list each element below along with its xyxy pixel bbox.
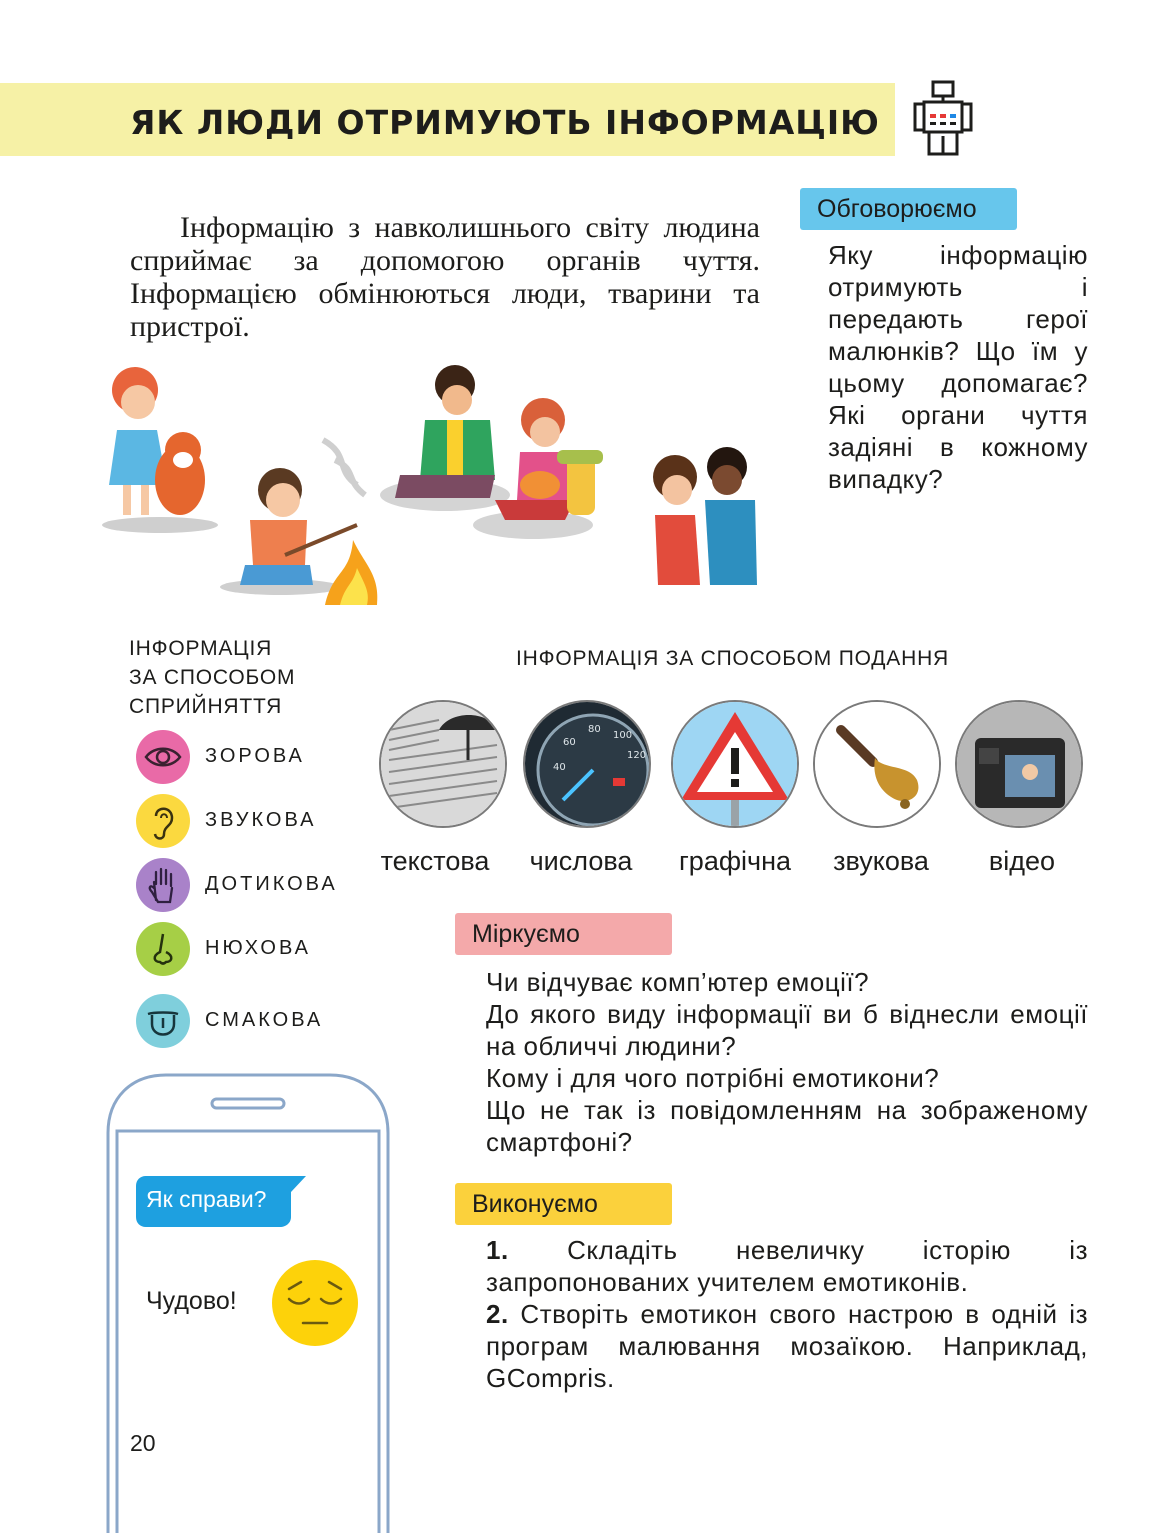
task-2 <box>486 1298 1088 1394</box>
sense-label: ЗОРОВА <box>205 745 305 767</box>
think-text <box>486 966 1088 1158</box>
perception-heading: ІНФОРМАЦІЯ ЗА СПОСОБОМ СПРИЙНЯТТЯ <box>129 637 296 718</box>
discuss-text: Яку інформацію отримують і передають герої малюнків? Що їм у цьому допомагає? Які органи чуття задіяні в кожному випадку? <box>828 240 1088 494</box>
speedometer-icon <box>523 700 651 828</box>
task-text: Створіть емотикон свого настрою в одній із програм малювання мозаїкою. Наприклад, GCompris. <box>486 1299 1088 1393</box>
svg-text:100: 100 <box>613 730 633 741</box>
do-tag: Виконуємо <box>455 1183 672 1225</box>
eye-icon <box>136 730 190 784</box>
think-tag: Міркуємо <box>455 913 672 955</box>
sense-visual <box>136 730 396 786</box>
think-question: Кому і для чого потрібні емотикони? <box>486 1063 940 1093</box>
presentation-label: графічна <box>678 846 792 876</box>
think-question: Чи відчуває комп’ютер емоції? <box>486 967 870 997</box>
tongue-icon <box>136 994 190 1048</box>
svg-text:40: 40 <box>553 762 566 773</box>
page-title: ЯК ЛЮДИ ОТРИМУЮТЬ ІНФОРМАЦІЮ <box>130 103 880 142</box>
message-text: Як справи? <box>146 1186 267 1212</box>
warning-sign-icon <box>671 700 799 828</box>
task-text: Складіть невеличку історію із запропонованих учителем емотиконів. <box>486 1235 1088 1297</box>
sense-label: ДОТИКОВА <box>205 873 338 895</box>
pensive-face-icon <box>271 1259 359 1347</box>
sense-label: СМАКОВА <box>205 1009 324 1031</box>
svg-text:80: 80 <box>588 724 601 735</box>
presentation-label: числова <box>529 846 633 876</box>
think-question: Що не так із повідомленням на зображеному смартфоні? <box>486 1095 1088 1157</box>
think-question: До якого виду інформації ви б віднесли емоції на обличчі людини? <box>486 999 1088 1061</box>
video-camera-icon <box>955 700 1083 828</box>
presentation-label: звукова <box>833 846 929 876</box>
newspaper-icon <box>379 700 507 828</box>
scene-illustration <box>95 360 775 615</box>
task-1 <box>486 1234 1088 1298</box>
ear-icon <box>136 794 190 848</box>
sense-olfactory <box>136 922 396 978</box>
task-number: 1. <box>486 1235 509 1265</box>
presentation-label: відео <box>988 846 1056 876</box>
bell-icon <box>813 700 941 828</box>
sense-audio <box>136 794 396 850</box>
presentation-heading: ІНФОРМАЦІЯ ЗА СПОСОБОМ ПОДАННЯ <box>516 647 949 670</box>
sense-label: НЮХОВА <box>205 937 311 959</box>
reply-text: Чудово! <box>146 1287 237 1315</box>
hand-icon <box>136 858 190 912</box>
svg-text:60: 60 <box>563 737 576 748</box>
do-text <box>486 1234 1088 1394</box>
robot-icon <box>912 80 974 160</box>
page-number: 20 <box>130 1430 156 1456</box>
sense-taste <box>136 994 396 1050</box>
discuss-tag: Обговорюємо <box>800 188 1017 230</box>
task-number: 2. <box>486 1299 509 1329</box>
intro-paragraph <box>130 211 760 343</box>
nose-icon <box>136 922 190 976</box>
sense-label: ЗВУКОВА <box>205 809 317 831</box>
svg-text:120: 120 <box>627 750 647 761</box>
intro-text: Інформацію з навколишнього світу людина сприймає за допомогою органів чуття. Інформацією обмінюються люди, тварини та пристрої. <box>130 211 760 343</box>
presentation-label: текстова <box>380 846 490 876</box>
